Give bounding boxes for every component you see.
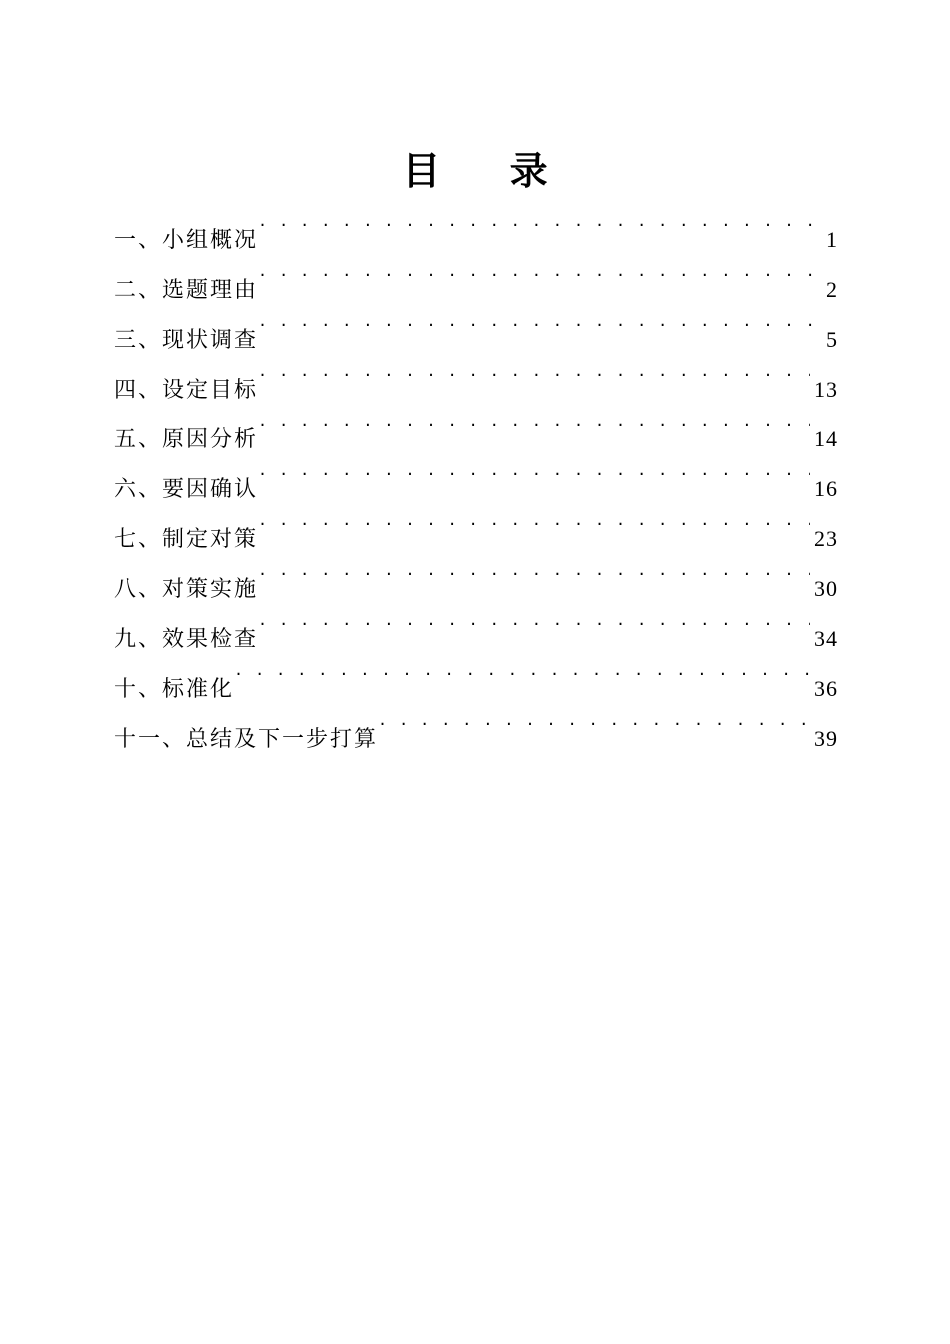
toc-entry-page-number: 14 (814, 426, 838, 452)
toc-entry[interactable] (114, 197, 838, 253)
toc-dot-leader (258, 397, 810, 447)
toc-dot-leader (258, 197, 822, 247)
toc-entry-page-number: 36 (814, 675, 838, 701)
toc-entry-page-number: 5 (826, 326, 838, 352)
toc-entry-page-number: 2 (826, 276, 838, 302)
toc-entry-page-number: 34 (814, 626, 838, 652)
toc-entry-label: 九、效果检查 (114, 627, 259, 653)
toc-entry-label: 二、选题理由 (114, 277, 259, 303)
toc-dot-leader (258, 247, 822, 297)
toc-entry-page-number: 1 (826, 226, 838, 252)
toc-dot-leader (258, 297, 822, 347)
toc-entry-label: 六、要因确认 (114, 477, 259, 503)
toc-entry-page-number: 39 (814, 725, 838, 751)
toc-entry-label: 十、标准化 (114, 676, 235, 702)
toc-entry-page-number: 16 (814, 476, 838, 502)
toc-dot-leader (258, 596, 810, 646)
toc-entry-label: 八、对策实施 (114, 577, 259, 603)
toc-dot-leader (258, 347, 810, 397)
toc-dot-leader (234, 646, 810, 696)
toc-title: 目 录 (402, 148, 576, 193)
toc-entry-label: 一、小组概况 (114, 227, 259, 253)
toc-entry-label: 三、现状调查 (114, 327, 259, 353)
toc-entry-label: 四、设定目标 (114, 377, 259, 403)
toc-dot-leader (258, 546, 810, 596)
toc-list (114, 197, 838, 752)
toc-entry-label: 七、制定对策 (114, 527, 259, 553)
toc-entry-label: 十一、总结及下一步打算 (114, 726, 379, 752)
toc-entry-page-number: 30 (814, 576, 838, 602)
toc-dot-leader (378, 696, 810, 746)
toc-dot-leader (258, 496, 810, 546)
toc-dot-leader (258, 446, 810, 496)
toc-entry-page-number: 23 (814, 526, 838, 552)
toc-entry-label: 五、原因分析 (114, 427, 259, 453)
toc-entry-page-number: 13 (814, 376, 838, 402)
